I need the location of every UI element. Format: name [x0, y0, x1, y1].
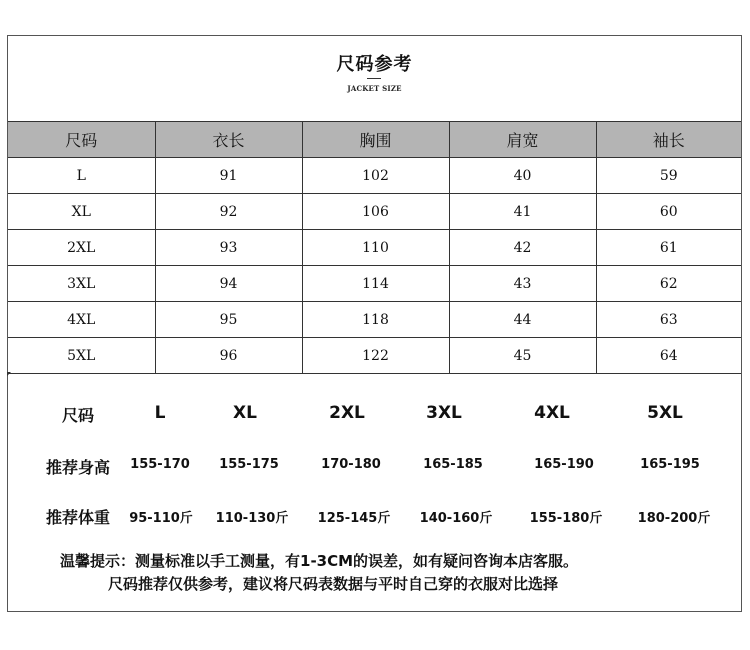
measurement-note: 温馨提示：测量标准以手工测量，有1-3CM的误差，如有疑问咨询本店客服。: [60, 552, 579, 570]
weight-value: 125-145斤: [317, 511, 391, 526]
height-value: 165-195: [640, 457, 700, 472]
table-cell: 110: [302, 230, 449, 266]
height-value: 165-185: [423, 457, 483, 472]
table-cell: 64: [596, 338, 741, 374]
column-header-shoulder: 肩宽: [449, 122, 596, 158]
table-row: [8, 194, 741, 230]
table-cell: 95: [155, 302, 302, 338]
weight-value: 110-130斤: [215, 511, 289, 526]
table-cell: 4XL: [8, 302, 155, 338]
table-cell: 43: [449, 266, 596, 302]
height-value: 170-180: [321, 457, 381, 472]
table-cell: 60: [596, 194, 741, 230]
size-value: 5XL: [647, 403, 683, 423]
table-cell: 122: [302, 338, 449, 374]
page-title: 尺码参考: [336, 54, 413, 75]
table-cell: 41: [449, 194, 596, 230]
corner-mark: [7, 372, 11, 376]
weight-label: 推荐体重: [45, 508, 111, 527]
size-value: L: [154, 403, 166, 423]
height-label: 推荐身高: [45, 458, 111, 477]
weight-value: 140-160斤: [419, 511, 493, 526]
size-chart-panel: [7, 35, 742, 612]
table-cell: 102: [302, 158, 449, 194]
table-row: [8, 158, 741, 194]
column-header-size: 尺码: [8, 122, 155, 158]
column-header-chest: 胸围: [302, 122, 449, 158]
column-header-sleeve: 袖长: [596, 122, 741, 158]
table-cell: 44: [449, 302, 596, 338]
size-value: 4XL: [534, 403, 570, 423]
table-cell: L: [8, 158, 155, 194]
table-cell: 114: [302, 266, 449, 302]
table-row: [8, 230, 741, 266]
height-value: 155-175: [219, 457, 279, 472]
size-value: 3XL: [426, 403, 462, 423]
table-cell: 45: [449, 338, 596, 374]
table-header-row: [8, 122, 741, 158]
table-row: [8, 338, 741, 374]
table-cell: 63: [596, 302, 741, 338]
size-advice-note: 尺码推荐仅供参考，建议将尺码表数据与平时自己穿的衣服对比选择: [108, 575, 559, 593]
weight-value: 155-180斤: [529, 511, 603, 526]
size-label: 尺码: [61, 406, 95, 425]
table-cell: XL: [8, 194, 155, 230]
table-cell: 3XL: [8, 266, 155, 302]
table-cell: 40: [449, 158, 596, 194]
title-divider: [367, 78, 381, 79]
table-cell: 59: [596, 158, 741, 194]
page-subtitle: JACKET SIZE: [347, 84, 402, 93]
recommendation-section: [8, 393, 741, 553]
table-cell: 93: [155, 230, 302, 266]
table-cell: 62: [596, 266, 741, 302]
table-row: [8, 302, 741, 338]
table-cell: 42: [449, 230, 596, 266]
size-table: [8, 121, 741, 374]
table-cell: 5XL: [8, 338, 155, 374]
weight-value: 180-200斤: [637, 511, 711, 526]
table-cell: 91: [155, 158, 302, 194]
size-value: XL: [233, 403, 257, 423]
table-cell: 94: [155, 266, 302, 302]
height-value: 155-170: [130, 457, 190, 472]
column-header-length: 衣长: [155, 122, 302, 158]
size-value: 2XL: [329, 403, 365, 423]
height-value: 165-190: [534, 457, 594, 472]
table-row: [8, 266, 741, 302]
table-cell: 118: [302, 302, 449, 338]
table-cell: 92: [155, 194, 302, 230]
table-cell: 2XL: [8, 230, 155, 266]
table-cell: 106: [302, 194, 449, 230]
table-cell: 96: [155, 338, 302, 374]
chart-header: [8, 36, 741, 121]
table-cell: 61: [596, 230, 741, 266]
weight-value: 95-110斤: [129, 511, 193, 526]
